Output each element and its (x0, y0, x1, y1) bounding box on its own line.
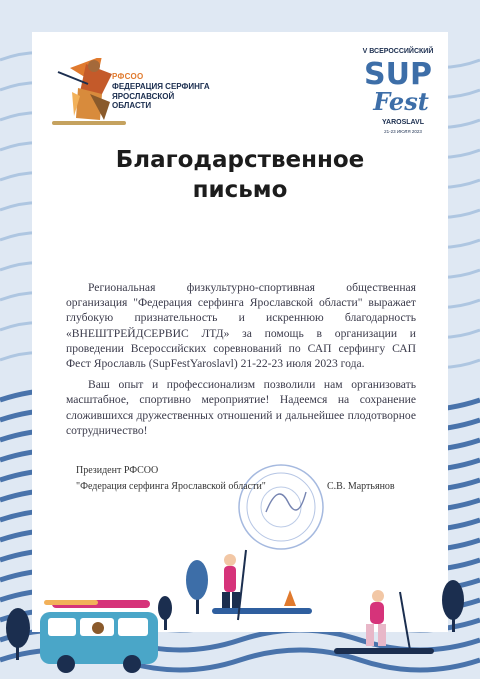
fest-sup-label: SUP (364, 57, 432, 92)
body-paragraph-2: Ваш опыт и профессионализм позволили нам организовать масштабное, спортивно мероприятие! Надеемся на сохранение сложившихся дружественных отношений и дальнейшее плодотворное сотрудничество! (66, 378, 416, 437)
fest-edition-label: V ВСЕРОССИЙСКИЙ (362, 48, 434, 55)
sup-fest-logo-icon (355, 44, 441, 144)
body-paragraph-1: Региональная физкультурно-спортивная общественная организация "Федерация серфинга Ярославской области" выражает глубокую признательность и искреннюю благодарность «ВНЕШТРЕЙДСЕРВИС ЛТД» за помощь в организации и проведении Всероссийских соревнований по САП серфингу САП Фест Ярославль (SupFestYaroslavl) 21-22-23 июля 2023 года. (66, 281, 416, 371)
org-abbreviation: РФСОО (112, 72, 144, 81)
paddler-icon (212, 550, 312, 620)
page-title (60, 145, 420, 205)
van-icon (40, 600, 158, 673)
paddleboard-scene-illustration (0, 520, 480, 679)
title-line-1: Благодарственное (115, 147, 365, 173)
fest-fest-label: Fest (373, 87, 429, 116)
paddler-icon (334, 590, 434, 654)
signature-position-2: "Федерация серфинга Ярославской области" (76, 481, 266, 492)
letter-body (66, 280, 416, 444)
fest-city-label: YAROSLAVL (381, 119, 425, 126)
org-name-line-3: ОБЛАСТИ (112, 101, 152, 110)
signature-name: С.В. Мартьянов (327, 481, 395, 492)
fest-dates-label: 21-23 ИЮЛЯ 2023 (384, 129, 422, 134)
title-line-2: письмо (192, 177, 288, 203)
org-name-line-1: ФЕДЕРАЦИЯ СЕРФИНГА (112, 82, 210, 91)
signature-position-1: Президент РФСОО (76, 465, 159, 476)
org-name (112, 82, 222, 111)
bear-icon (92, 622, 104, 634)
org-name-line-2: ЯРОСЛАВСКОЙ (112, 91, 175, 101)
